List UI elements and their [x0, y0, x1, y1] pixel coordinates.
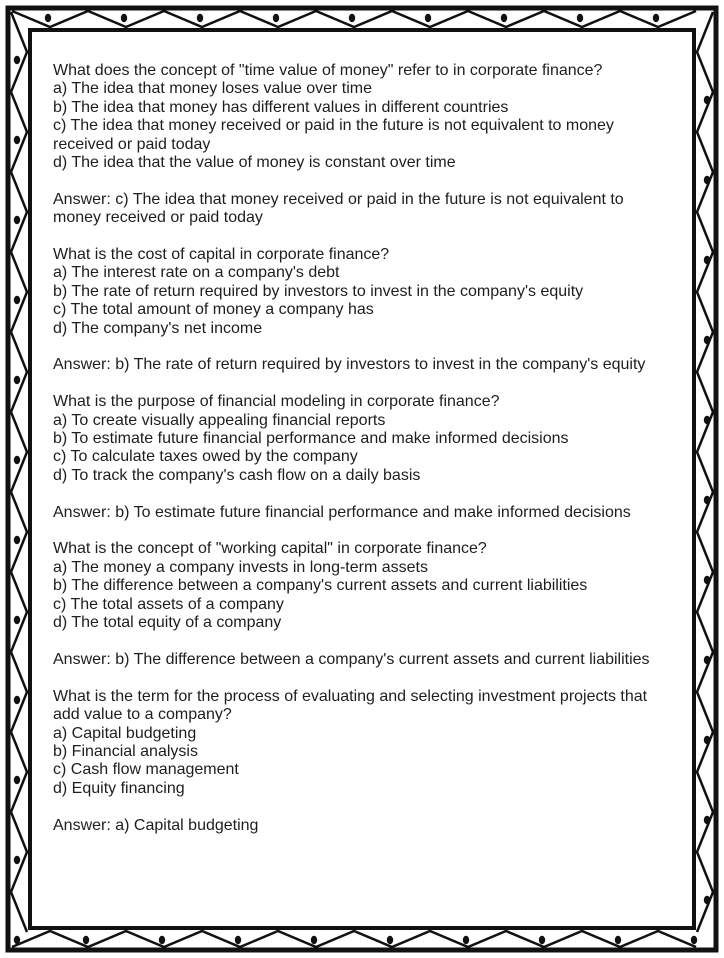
question-text: What is the term for the process of evaluating and selecting investment projects that add value to a company? — [53, 687, 648, 724]
option-c: c) The total assets of a company — [53, 595, 284, 613]
question-text: What is the purpose of financial modeling in corporate finance? — [53, 393, 500, 411]
answer-block — [53, 651, 663, 669]
answer-block — [53, 356, 663, 374]
answer-block — [53, 191, 663, 228]
option-a: a) The money a company invests in long-term assets — [53, 558, 428, 576]
option-a: a) The interest rate on a company's debt — [53, 264, 340, 282]
option-d: d) Equity financing — [53, 779, 185, 797]
question-list — [53, 62, 663, 853]
option-d: d) To track the company's cash flow on a daily basis — [53, 466, 421, 484]
answer-block — [53, 817, 663, 835]
question-block — [53, 62, 663, 172]
question-block — [53, 688, 663, 798]
option-b: b) To estimate future financial performance and make informed decisions — [53, 430, 569, 448]
option-a: a) Capital budgeting — [53, 724, 197, 742]
answer-text: Answer: b) The difference between a company's current assets and current liabilities — [53, 650, 650, 668]
option-c: c) The total amount of money a company has — [53, 301, 374, 319]
answer-block — [53, 504, 663, 522]
option-d: d) The total equity of a company — [53, 614, 282, 632]
option-d: d) The idea that the value of money is constant over time — [53, 154, 456, 172]
question-text: What is the cost of capital in corporate finance? — [53, 246, 390, 264]
option-d: d) The company's net income — [53, 319, 263, 337]
option-b: b) The rate of return required by investors to invest in the company's equity — [53, 282, 584, 300]
option-b: b) Financial analysis — [53, 742, 198, 760]
question-text: What does the concept of "time value of money" refer to in corporate finance? — [53, 62, 603, 79]
question-block — [53, 393, 663, 485]
answer-text: Answer: b) To estimate future financial performance and make informed decisions — [53, 503, 631, 521]
option-a: a) The idea that money loses value over time — [53, 80, 372, 98]
answer-text: Answer: c) The idea that money received or paid in the future is not equivalent to money received or paid today — [53, 190, 624, 227]
option-b: b) The difference between a company's current assets and current liabilities — [53, 577, 588, 595]
option-b: b) The idea that money has different values in different countries — [53, 98, 509, 116]
answer-text: Answer: b) The rate of return required by investors to invest in the company's equity — [53, 356, 646, 374]
option-c: c) To calculate taxes owed by the company — [53, 448, 358, 466]
answer-text: Answer: a) Capital budgeting — [53, 816, 259, 834]
option-c: c) The idea that money received or paid in the future is not equivalent to money received or paid today — [53, 117, 614, 153]
option-a: a) To create visually appealing financial reports — [53, 411, 386, 429]
question-block — [53, 246, 663, 338]
question-block — [53, 540, 663, 632]
question-text: What is the concept of "working capital" in corporate finance? — [53, 540, 487, 558]
option-c: c) Cash flow management — [53, 761, 239, 779]
